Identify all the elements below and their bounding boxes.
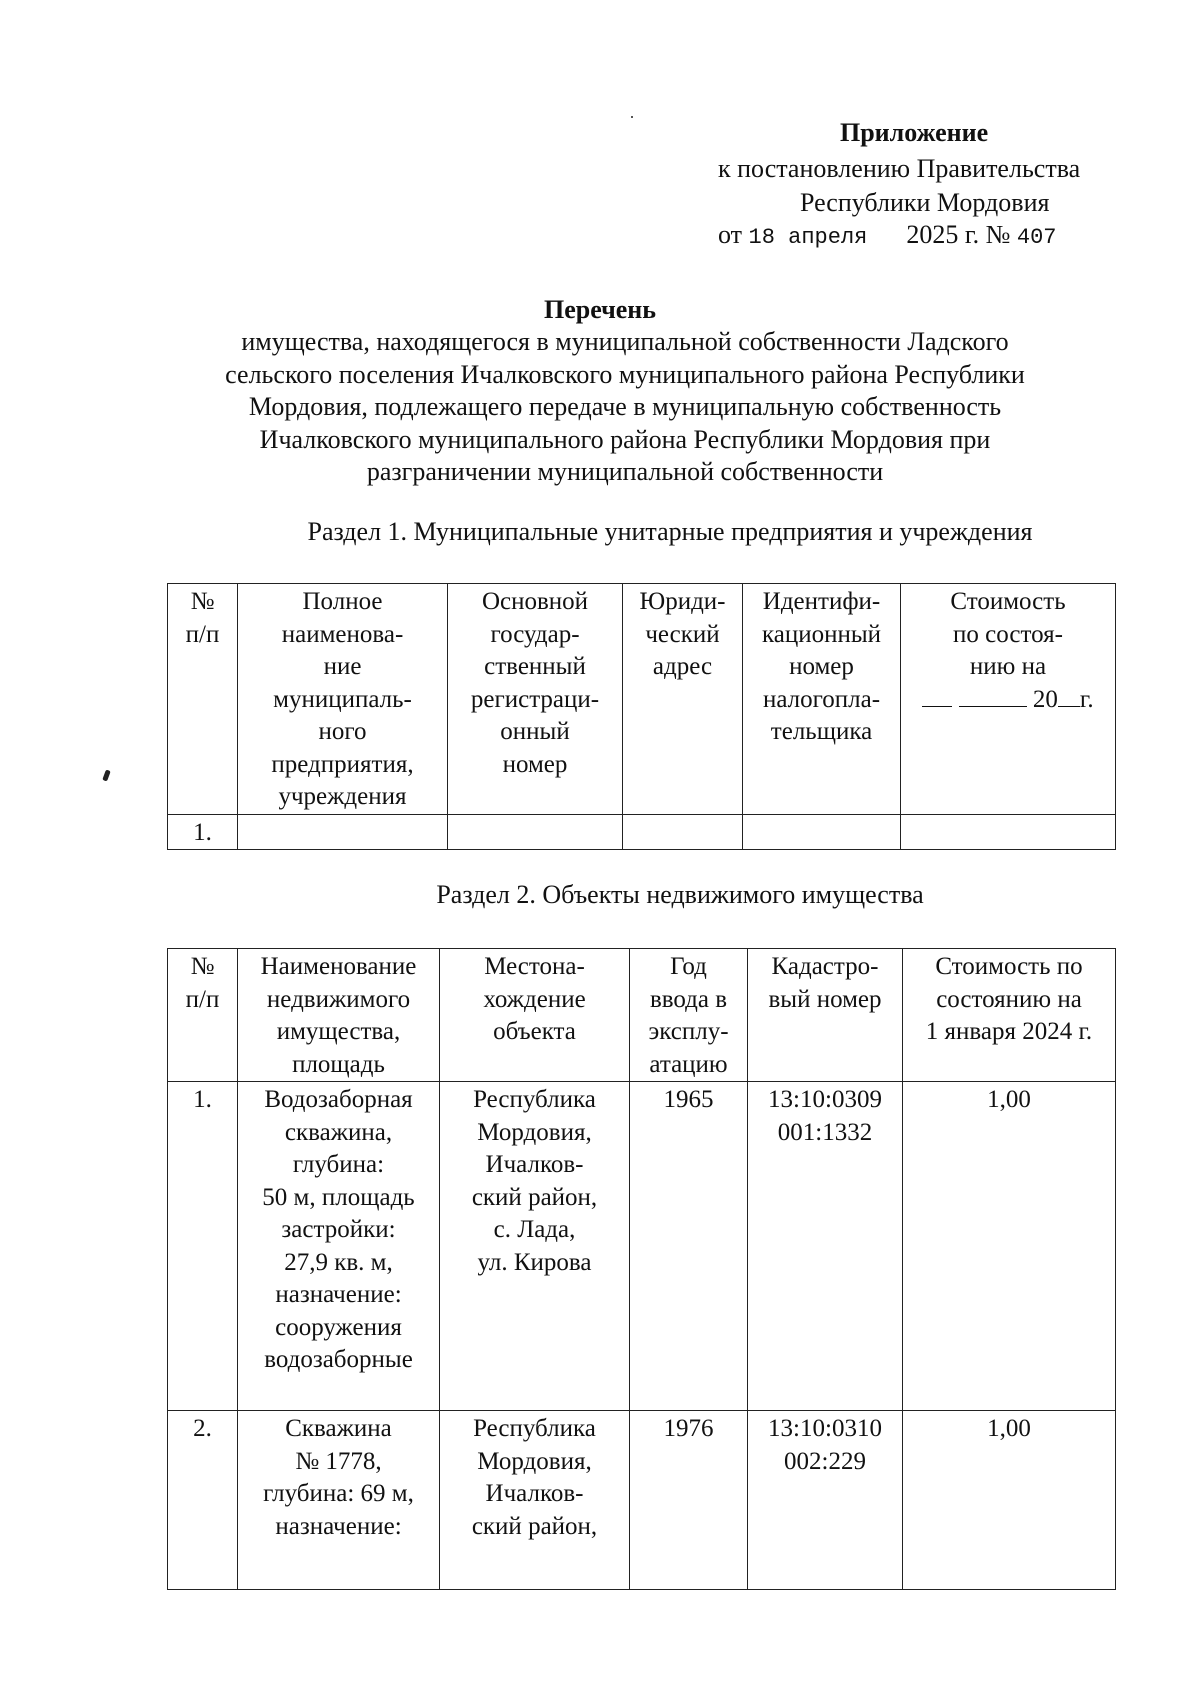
- table-cell: [623, 814, 743, 850]
- table-cell: Скважина № 1778, глубина: 69 м, назначение:: [238, 1411, 440, 1590]
- table-row: [168, 814, 1116, 850]
- header-cell: Стоимость по состоянию на 1 января 2024 г.: [903, 949, 1116, 1082]
- year-prefix: 20: [1032, 685, 1058, 713]
- appendix-line-2: Республики Мордовия: [800, 188, 1050, 217]
- table-cell: [743, 814, 901, 850]
- blank-year: [1058, 684, 1080, 707]
- header-cell-cost: [901, 584, 1116, 815]
- header-cell: Юриди- ческий адрес: [623, 584, 743, 815]
- scan-speck-top: [631, 116, 633, 118]
- blank-month: [959, 684, 1027, 707]
- header-cell: № п/п: [168, 584, 238, 815]
- table-row: [168, 1411, 1116, 1590]
- appendix-title: Приложение: [840, 118, 989, 147]
- table-cell: [448, 814, 623, 850]
- table-cell: 13:10:0310 002:229: [748, 1411, 903, 1590]
- table-cell: 1.: [168, 814, 238, 850]
- table-cell: Республика Мордовия, Ичалков- ский район,: [440, 1411, 630, 1590]
- subtitle-line: имущества, находящегося в муниципальной собственности Ладского: [241, 327, 1009, 356]
- table-cell: 13:10:0309 001:1332: [748, 1082, 903, 1411]
- section-1-caption: Раздел 1. Муниципальные унитарные предприятия и учреждения: [307, 517, 1033, 546]
- table-cell: Водозаборная скважина, глубина: 50 м, площадь застройки: 27,9 кв. м, назначение: сооружения водозаборные: [238, 1082, 440, 1411]
- table-cell: Республика Мордовия, Ичалков- ский район, с. Лада, ул. Кирова: [440, 1082, 630, 1411]
- date-prefix: от: [718, 220, 743, 249]
- appendix-date-line: [718, 218, 1057, 255]
- header-cell: Местона- хождение объекта: [440, 949, 630, 1082]
- header-cell: Год ввода в эксплу- атацию: [630, 949, 748, 1082]
- header-cell: Наименование недвижимого имущества, площадь: [238, 949, 440, 1082]
- document-title: Перечень: [543, 295, 657, 324]
- date-day-month: 18 апреля: [748, 225, 868, 250]
- table-cell: [238, 814, 448, 850]
- cost-date-fill-line: [904, 684, 1112, 717]
- table-cell: 1965: [630, 1082, 748, 1411]
- appendix-line-1: к постановлению Правительства: [718, 154, 1081, 183]
- scan-speck-margin: [102, 769, 110, 781]
- table-cell: 2.: [168, 1411, 238, 1590]
- table-cell: 1,00: [903, 1082, 1116, 1411]
- header-cell: № п/п: [168, 949, 238, 1082]
- table-cell: 1.: [168, 1082, 238, 1411]
- section-1-table: [167, 583, 1116, 850]
- table-cell: 1976: [630, 1411, 748, 1590]
- header-cell: Кадастро- вый номер: [748, 949, 903, 1082]
- section-2-caption: Раздел 2. Объекты недвижимого имущества: [436, 880, 924, 909]
- blank-day: [922, 684, 952, 707]
- subtitle-line: сельского поселения Ичалковского муниципального района Республики: [225, 359, 1025, 389]
- header-cell: Полное наименова- ние муниципаль- ного предприятия, учреждения: [238, 584, 448, 815]
- subtitle-line: Мордовия, подлежащего передаче в муниципальную собственность: [248, 392, 1002, 421]
- table-cell: [901, 814, 1116, 850]
- subtitle-line: Ичалковского муниципального района Республики Мордовия при: [259, 424, 991, 454]
- header-cell: Идентифи- кационный номер налогопла- тельщика: [743, 584, 901, 815]
- document-subtitle: [150, 326, 1100, 489]
- year-suffix: г.: [1079, 685, 1094, 713]
- table-row: [168, 1082, 1116, 1411]
- document-number: 407: [1016, 225, 1057, 250]
- section-2-table: [167, 948, 1116, 1590]
- cost-header-line: нию на: [969, 653, 1047, 680]
- table-cell: 1,00: [903, 1411, 1116, 1590]
- header-cell: Основной государ- ственный регистраци- онный номер: [448, 584, 623, 815]
- table-header-row: [168, 949, 1116, 1082]
- cost-header-line: по состоя-: [953, 620, 1063, 648]
- table-header-row: [168, 584, 1116, 815]
- date-year: 2025 г. №: [906, 220, 1011, 249]
- cost-header-line: Стоимость: [950, 588, 1066, 615]
- subtitle-line: разграничении муниципальной собственности: [366, 457, 884, 486]
